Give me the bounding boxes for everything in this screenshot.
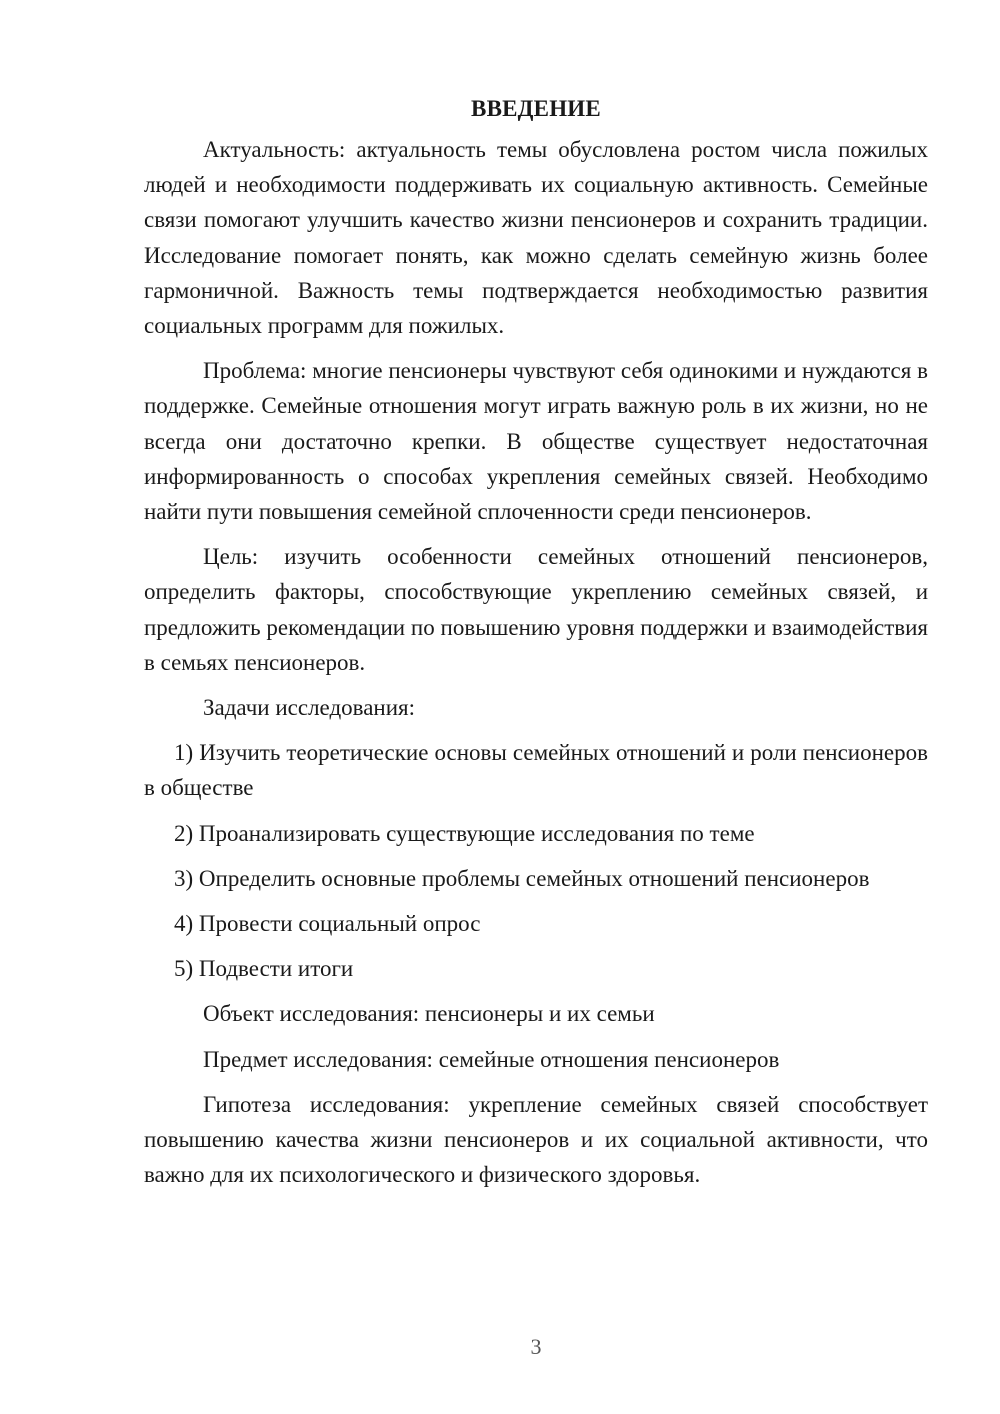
- tasks-title: Задачи исследования:: [203, 695, 416, 721]
- object-line: Объект исследования: пенсионеры и их семьи: [203, 1001, 655, 1027]
- task-item-1: 1) Изучить теоретические основы семейных отношений и роли пенсионеров в обществе: [144, 740, 928, 801]
- page-heading: ВВЕДЕНИЕ: [471, 96, 601, 121]
- task-item-2: 2) Проанализировать существующие исследования по теме: [174, 820, 755, 846]
- task-item-4: 4) Провести социальный опрос: [174, 911, 481, 937]
- problem-paragraph: Проблема: многие пенсионеры чувствуют себя одинокими и нуждаются в поддержке. Семейные отношения могут играть важную роль в их жизни, но не всегда они достаточно крепки. В обществе существует недостаточная информированность о способах укрепления семейных связей. Необходимо найти пути повышения семейной сплоченности среди пенсионеров.: [144, 358, 928, 525]
- task-item-3: 3) Определить основные проблемы семейных отношений пенсионеров: [174, 865, 870, 891]
- subject-line: Предмет исследования: семейные отношения пенсионеров: [203, 1046, 780, 1072]
- page-number: 3: [530, 1334, 542, 1359]
- goal-paragraph: Цель: изучить особенности семейных отношений пенсионеров, определить факторы, способствующие укреплению семейных связей, и предложить рекомендации по повышению уровня поддержки и взаимодействия в семьях пенсионеров.: [144, 544, 928, 675]
- relevance-paragraph: Актуальность: актуальность темы обусловлена ростом числа пожилых людей и необходимости поддерживать их социальную активность. Семейные связи помогают улучшить качество жизни пенсионеров и сохранить традиции. Исследование помогает понять, как можно сделать семейную жизнь более гармоничной. Важность темы подтверждается необходимостью развития социальных программ для пожилых.: [144, 137, 928, 339]
- hypothesis-paragraph: Гипотеза исследования: укрепление семейных связей способствует повышению качества жизни пенсионеров и их социальной активности, что важно для их психологического и физического здоровья.: [144, 1091, 928, 1188]
- page-content: [144, 92, 928, 1202]
- task-item-5: 5) Подвести итоги: [174, 956, 354, 982]
